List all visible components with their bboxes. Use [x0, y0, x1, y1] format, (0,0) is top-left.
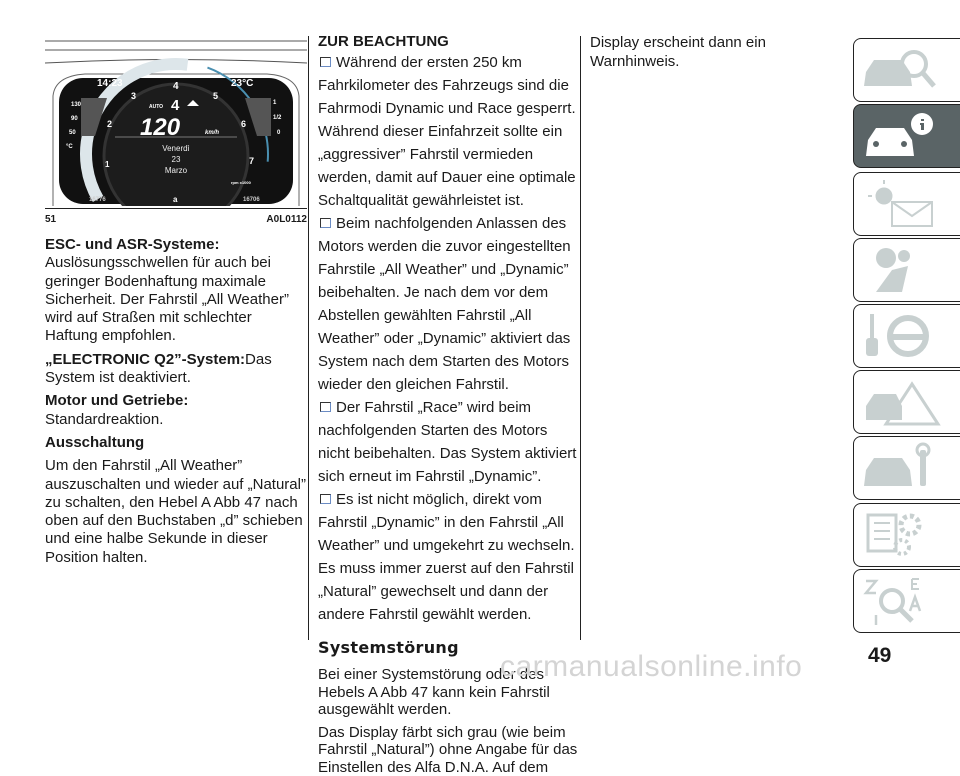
checkbox-bullet-icon	[320, 57, 331, 67]
speed-readout: 120	[140, 114, 181, 141]
note-item: Der Fahrstil „Race” wird beim nachfolgenden Starten des Motors nicht beibehalten. Das System aktiviert sich erneut im Fahrstil „Dynamic”.	[318, 396, 580, 488]
fault-text-2: Das Display färbt sich grau (wie beim Fahrstil „Natural”) ohne Angabe für das Einstellen des Alfa D.N.A. Auf dem	[318, 724, 580, 776]
rpm-tick-6: 6	[241, 119, 246, 129]
fuel-scale-empty: 0	[277, 130, 281, 136]
note-item: Es ist nicht möglich, direkt vom Fahrstil „Dynamic” in den Fahrstil „All Weather” und umgekehrt zu wechseln. Es muss immer zuerst auf den Fahrstil „Natural” gewechselt und dann der andere Fahrstil gewählt werden.	[318, 488, 580, 626]
instrument-cluster-figure	[45, 36, 307, 206]
speed-scale-90: 90	[71, 116, 78, 122]
rpm-unit: rpm x1000	[231, 180, 252, 185]
rpm-tick-3: 3	[131, 91, 136, 101]
tab-warning-lights[interactable]	[853, 172, 960, 236]
car-breakdown-warning-icon	[862, 376, 942, 428]
coolant-label: °C	[66, 144, 73, 150]
temperature-readout: 23°C	[231, 78, 253, 89]
column-divider	[308, 36, 309, 640]
alphabetical-index-icon	[862, 575, 942, 627]
motor-heading: Motor und Getriebe:	[45, 392, 307, 410]
q2-heading: „ELECTRONIC Q2”-System:	[45, 351, 245, 368]
car-info-icon	[862, 110, 942, 162]
column-divider	[580, 36, 581, 640]
esc-heading: ESC- und ASR-Systeme:	[45, 236, 307, 254]
rpm-tick-7: 7	[249, 156, 254, 166]
tab-starting-driving[interactable]	[853, 304, 960, 368]
speed-scale-130: 130	[71, 102, 82, 108]
specs-gear-icon	[862, 509, 942, 561]
rpm-tick-1: 1	[105, 160, 110, 169]
key-steering-wheel-icon	[862, 310, 942, 362]
checkbox-bullet-icon	[320, 402, 331, 412]
warning-light-message-icon	[862, 178, 942, 230]
note-heading: ZUR BEACHTUNG	[318, 33, 580, 51]
date-readout: 23	[172, 155, 181, 164]
column-3	[590, 33, 830, 71]
fault-text-1: Bei einer Systemstörung oder des Hebels A Abb 47 kann kein Fahrstil ausgewählt werden.	[318, 666, 580, 719]
q2-text: Das System ist deaktiviert.	[45, 351, 272, 386]
tab-safety[interactable]	[853, 238, 960, 302]
checkbox-bullet-icon	[320, 218, 331, 228]
car-wrench-icon	[862, 442, 942, 494]
speed-scale-50: 50	[69, 130, 76, 136]
tab-emergency[interactable]	[853, 370, 960, 434]
gear-mode: AUTO	[149, 104, 163, 110]
day-readout: Venerdì	[162, 144, 190, 153]
car-search-icon	[862, 44, 942, 96]
page-number: 49	[868, 644, 891, 668]
tab-car-search[interactable]	[853, 38, 960, 102]
fuel-scale-full: 1	[273, 100, 277, 106]
figure-caption	[45, 208, 307, 225]
rpm-tick-2: 2	[107, 119, 112, 129]
dna-mode: a	[173, 195, 178, 204]
checkbox-bullet-icon	[320, 494, 331, 504]
column-1	[45, 236, 307, 567]
watermark: carmanualsonline.info	[500, 650, 802, 684]
figure-number: 51	[45, 214, 56, 225]
fault-heading: Systemstörung	[318, 638, 580, 658]
tab-index[interactable]	[853, 569, 960, 633]
tab-technical-data[interactable]	[853, 503, 960, 567]
odometer-left: 16776	[89, 197, 106, 203]
gear-indicator: 4	[171, 97, 180, 114]
off-heading: Ausschaltung	[45, 434, 307, 452]
month-readout: Marzo	[165, 166, 188, 175]
tab-car-info[interactable]	[853, 104, 960, 168]
warning-text: Display erscheint dann ein Warnhinweis.	[590, 33, 830, 71]
odometer-right: 16706	[243, 197, 260, 203]
motor-text: Standardreaktion.	[45, 411, 307, 429]
airbag-seat-icon	[862, 244, 942, 296]
off-text: Um den Fahrstil „All Weather” auszuschalten und wieder auf „Natural” zu schalten, den Hebel A Abb 47 nach oben auf den Buchstaben „d” schieben und eine halbe Sekunde in dieser Position halten.	[45, 457, 307, 567]
rpm-tick-4: 4	[173, 81, 179, 92]
esc-text: Auslösungsschwellen für auch bei geringer Bodenhaftung maximale Sicherheit. Der Fahrstil „All Weather” wird auf Straßen mit schlechter Haftung empfohlen.	[45, 254, 307, 345]
fuel-scale-half: 1/2	[273, 115, 282, 121]
figure-code: A0L0112	[266, 214, 307, 225]
note-item: Beim nachfolgenden Anlassen des Motors werden die zuvor eingestellten Fahrstile „All Weather” und „Dynamic” beibehalten. Je nach dem vor dem Abstellen gewählten Fahrstil „All Weather” oder „Dynamic” aktiviert das System nach dem Starten des Motors wieder den gleichen Fahrstil.	[318, 212, 580, 396]
speed-unit: km/h	[205, 130, 219, 136]
clock-readout: 14:23	[97, 78, 123, 89]
tab-maintenance[interactable]	[853, 436, 960, 500]
rpm-tick-5: 5	[213, 91, 218, 101]
note-item: Während der ersten 250 km Fahrkilometer des Fahrzeugs sind die Fahrmodi Dynamic und Race gesperrt. Während dieser Einfahrzeit sollte ein „aggressiver” Fahrstil vermieden werden, damit auf Dauer eine optimale Schaltqualität gewährleistet ist.	[318, 51, 580, 212]
